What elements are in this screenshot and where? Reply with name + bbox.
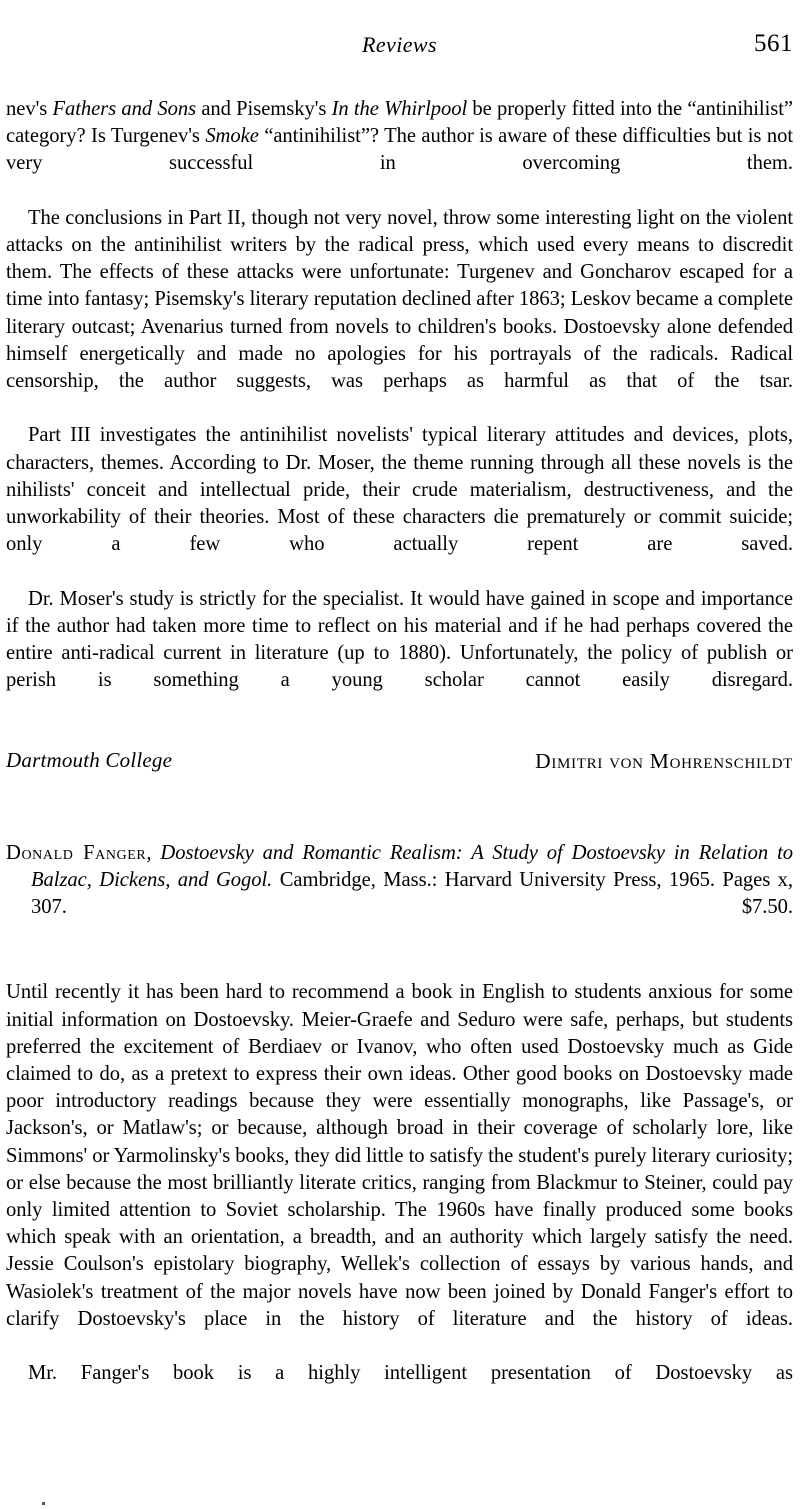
review-two [6, 840, 793, 1415]
text-run: and Pisemsky's [196, 98, 332, 120]
book-citation [6, 840, 793, 950]
paragraph [6, 1360, 793, 1414]
review-one [6, 96, 793, 778]
affiliation: Dartmouth College [6, 747, 173, 772]
paragraph [6, 96, 793, 205]
citation-author: Donald Fanger [6, 841, 147, 864]
text-run: The conclusions in Part II, though not very novel, throw some interesting light on the violent attacks on the antinihilist writers by the radical press, which used every means to discredit them. The effects of these attacks were unfortunate: Turgenev and Goncharov escaped for a time into fantasy; Pisemsky's literary reputation declined after 1863; Leskov became a complete literary outcast; Avenarius turned from novels to children's books. Dostoevsky alone defended himself energetically and made no apologies for his portrayals of the radicals. Radical censorship, the author suggests, was perhaps as harmful as that of the tsar. [6, 206, 793, 393]
text-run: “antinihilist”? The author is aware of these difficulties but is not very successful in overcoming them. [6, 125, 793, 175]
italic-title: Fathers and Sons [52, 98, 197, 120]
paragraph [6, 205, 793, 423]
running-head-title: Reviews [362, 32, 437, 57]
text-run: be properly fitted into the “antinihilist” category? Is Turgenev's [6, 98, 793, 148]
text-run: nev's [6, 98, 53, 120]
text-column [6, 96, 793, 1415]
italic-title: Smoke [205, 125, 259, 148]
citation-imprint: Cambridge, Mass.: Harvard University Press, 1965. Pages x, 307. $7.50. [31, 869, 793, 919]
citation-title: Dostoevsky and Romantic Realism: A Study of Dostoevsky in Relation to Balzac, Dickens, and Gogol. [31, 841, 793, 892]
running-head [6, 32, 793, 62]
italic-title: In the Whirlpool [331, 98, 468, 120]
reviewer-name: Dimitri von Mohrenschildt [535, 748, 793, 773]
paragraph [6, 586, 793, 722]
text-run: Dr. Moser's study is strictly for the specialist. It would have gained in scope and importance if the author had taken more time to reflect on his material and if he had perhaps covered the entire anti-radical current in literature (up to 1880). Unfortunately, the policy of publish or perish is something a young scholar cannot easily disregard. [6, 587, 793, 692]
review-one-body [6, 96, 793, 722]
review-two-body [6, 979, 793, 1414]
review-one-signature [6, 748, 793, 778]
paragraph [6, 979, 793, 1360]
text-run: Part III investigates the antinihilist novelists' typical literary attitudes and devices, plots, characters, themes. According to Dr. Moser, the theme running through all these novels is the nihilists' conceit and intellectual pride, their crude materialism, destructiveness, and the unworkability of their theories. Most of these characters die prematurely or commit suicide; only a few who actually repent are saved. [6, 424, 793, 556]
citation-separator: , [146, 841, 161, 864]
page-number: 561 [754, 30, 793, 57]
paragraph [6, 422, 793, 585]
text-run: Until recently it has been hard to recommend a book in English to students anxious for some initial information on Dostoevsky. Meier-Graefe and Seduro were safe, perhaps, but students preferred the excitement of Berdiaev or Ivanov, who often used Dostoevsky much as Gide claimed to do, as a pretext to express their own ideas. Other good books on Dostoevsky made poor introductory readings because they were essentially monographs, like Passage's, or Jackson's, or Matlaw's; or because, although broad in their coverage of scholarly lore, like Simmons' or Yarmolinsky's books, they did little to satisfy the student's purely literary curiosity; or else because the most brilliantly literate critics, ranging from Blackmur to Steiner, could pay only limited attention to Soviet scholarship. The 1960s have finally produced some books which speak with an orientation, a breadth, and an authority which largely satisfy the need. Jessie Coulson's epistolary biography, Wellek's collection of essays by various hands, and Wasiolek's treatment of the major novels have now been joined by Donald Fanger's effort to clarify Dostoevsky's place in the history of literature and the history of ideas. [6, 981, 793, 1330]
scan-speck [42, 1502, 45, 1505]
text-run: Mr. Fanger's book is a highly intelligent presentation of Dostoevsky as [28, 1362, 793, 1385]
